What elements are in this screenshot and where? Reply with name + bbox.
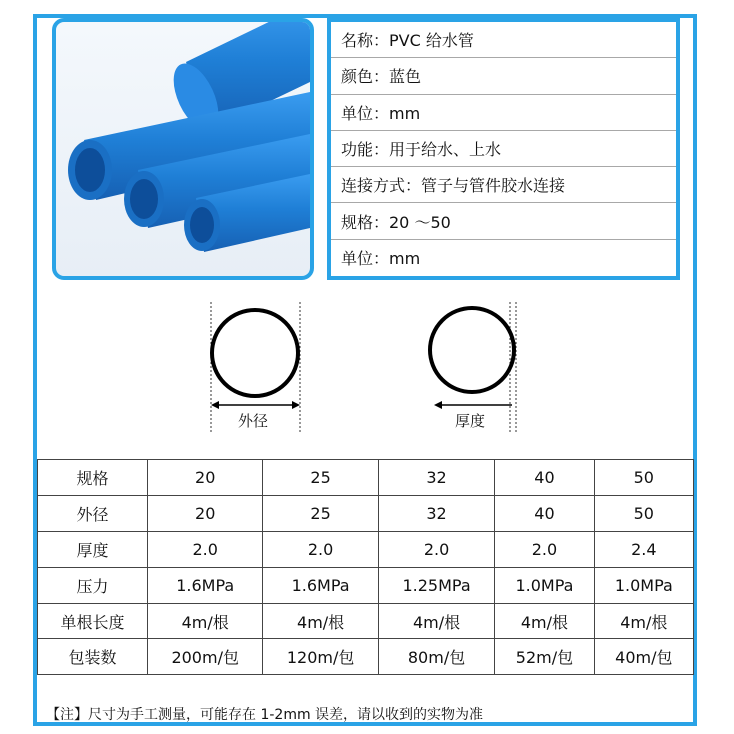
table-cell: 32 <box>378 495 494 531</box>
table-cell: 1.6MPa <box>263 567 378 603</box>
table-cell: 4m/根 <box>263 603 378 639</box>
row-header: 单根长度 <box>38 603 148 639</box>
row-header: 包装数 <box>38 639 148 675</box>
table-cell: 40 <box>495 460 594 496</box>
spec-function: 功能：用于给水、上水 <box>331 131 676 167</box>
table-cell: 1.0MPa <box>495 567 594 603</box>
table-cell: 52m/包 <box>495 639 594 675</box>
table-cell: 20 <box>148 495 263 531</box>
table-cell: 2.0 <box>495 531 594 567</box>
spec-name: 名称：PVC 给水管 <box>331 22 676 58</box>
table-cell: 4m/根 <box>148 603 263 639</box>
table-row <box>38 495 694 531</box>
table-row <box>38 531 694 567</box>
table-cell: 40 <box>495 495 594 531</box>
product-photo <box>52 18 314 280</box>
row-header: 外径 <box>38 495 148 531</box>
spec-size: 规格：20 ～50 <box>331 203 676 239</box>
outer-diameter-label: 外径 <box>238 412 269 430</box>
spec-panel <box>327 18 680 280</box>
table-cell: 200m/包 <box>148 639 263 675</box>
pipe-image <box>56 22 310 276</box>
row-header: 规格 <box>38 460 148 496</box>
note-text: 【注】尺寸为手工测量，可能存在 1-2mm 误差，请以收到的实物为准 <box>46 707 484 723</box>
table-cell: 2.0 <box>148 531 263 567</box>
spec-unit-2: 单位：mm <box>341 249 421 269</box>
spec-table <box>37 459 694 675</box>
table-cell: 50 <box>594 460 693 496</box>
thickness-label: 厚度 <box>455 412 486 430</box>
table-cell: 1.25MPa <box>378 567 494 603</box>
spec-unit: 单位：mm <box>331 95 676 131</box>
table-cell: 32 <box>378 460 494 496</box>
row-header: 厚度 <box>38 531 148 567</box>
table-cell: 50 <box>594 495 693 531</box>
table-cell: 1.6MPa <box>148 567 263 603</box>
table-cell: 20 <box>148 460 263 496</box>
table-row <box>38 603 694 639</box>
spec-connection: 连接方式：管子与管件胶水连接 <box>331 167 676 203</box>
table-cell: 4m/根 <box>495 603 594 639</box>
table-cell: 25 <box>263 460 378 496</box>
table-row <box>38 639 694 675</box>
table-cell: 2.0 <box>263 531 378 567</box>
table-cell: 2.4 <box>594 531 693 567</box>
table-row <box>38 567 694 603</box>
table-cell: 1.0MPa <box>594 567 693 603</box>
table-cell: 120m/包 <box>263 639 378 675</box>
table-cell: 25 <box>263 495 378 531</box>
table-cell: 80m/包 <box>378 639 494 675</box>
table-cell: 40m/包 <box>594 639 693 675</box>
table-cell: 4m/根 <box>378 603 494 639</box>
table-cell: 4m/根 <box>594 603 693 639</box>
table-row <box>38 460 694 496</box>
row-header: 压力 <box>38 567 148 603</box>
table-cell: 2.0 <box>378 531 494 567</box>
spec-color: 颜色：蓝色 <box>331 58 676 94</box>
